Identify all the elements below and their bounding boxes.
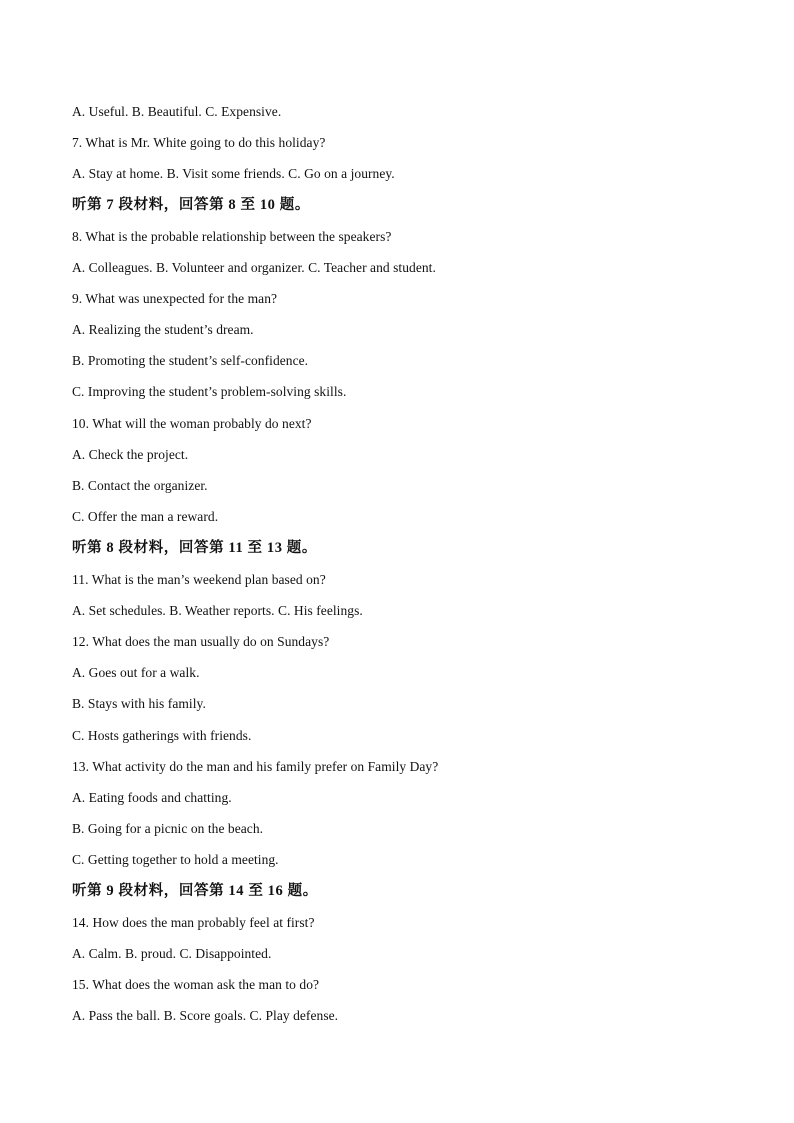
question-10: 10. What will the woman probably do next? xyxy=(72,416,312,431)
question-13: 13. What activity do the man and his family prefer on Family Day? xyxy=(72,759,439,774)
answer-option-c: C. Improving the student’s problem-solving skills. xyxy=(72,384,347,399)
question-7: 7. What is Mr. White going to do this holiday? xyxy=(72,135,326,150)
answer-options: A. Colleagues. B. Volunteer and organizer. C. Teacher and student. xyxy=(72,260,436,275)
answer-option-a: A. Realizing the student’s dream. xyxy=(72,322,254,337)
answer-options: A. Useful. B. Beautiful. C. Expensive. xyxy=(72,104,282,119)
answer-options: A. Set schedules. B. Weather reports. C. His feelings. xyxy=(72,603,363,618)
answer-option-a: A. Check the project. xyxy=(72,447,189,462)
answer-option-c: C. Getting together to hold a meeting. xyxy=(72,852,279,867)
answer-option-a: A. Eating foods and chatting. xyxy=(72,790,232,805)
answer-option-b: B. Contact the organizer. xyxy=(72,478,208,493)
question-11: 11. What is the man’s weekend plan based on? xyxy=(72,572,326,587)
section-heading-8: 听第 8 段材料，回答第 11 至 13 题。 xyxy=(72,540,317,556)
section-heading-7: 听第 7 段材料，回答第 8 至 10 题。 xyxy=(72,197,310,213)
question-14: 14. How does the man probably feel at first? xyxy=(72,915,315,930)
answer-options: A. Stay at home. B. Visit some friends. C. Go on a journey. xyxy=(72,166,395,181)
answer-option-c: C. Hosts gatherings with friends. xyxy=(72,728,252,743)
answer-options: A. Pass the ball. B. Score goals. C. Play defense. xyxy=(72,1008,339,1023)
answer-option-a: A. Goes out for a walk. xyxy=(72,665,200,680)
question-9: 9. What was unexpected for the man? xyxy=(72,291,278,306)
answer-option-c: C. Offer the man a reward. xyxy=(72,509,219,524)
question-15: 15. What does the woman ask the man to do? xyxy=(72,977,320,992)
answer-option-b: B. Stays with his family. xyxy=(72,696,206,711)
question-12: 12. What does the man usually do on Sundays? xyxy=(72,634,330,649)
answer-options: A. Calm. B. proud. C. Disappointed. xyxy=(72,946,272,961)
answer-option-b: B. Going for a picnic on the beach. xyxy=(72,821,264,836)
section-heading-9: 听第 9 段材料，回答第 14 至 16 题。 xyxy=(72,883,318,899)
answer-option-b: B. Promoting the student’s self-confidence. xyxy=(72,353,309,368)
question-8: 8. What is the probable relationship between the speakers? xyxy=(72,229,392,244)
